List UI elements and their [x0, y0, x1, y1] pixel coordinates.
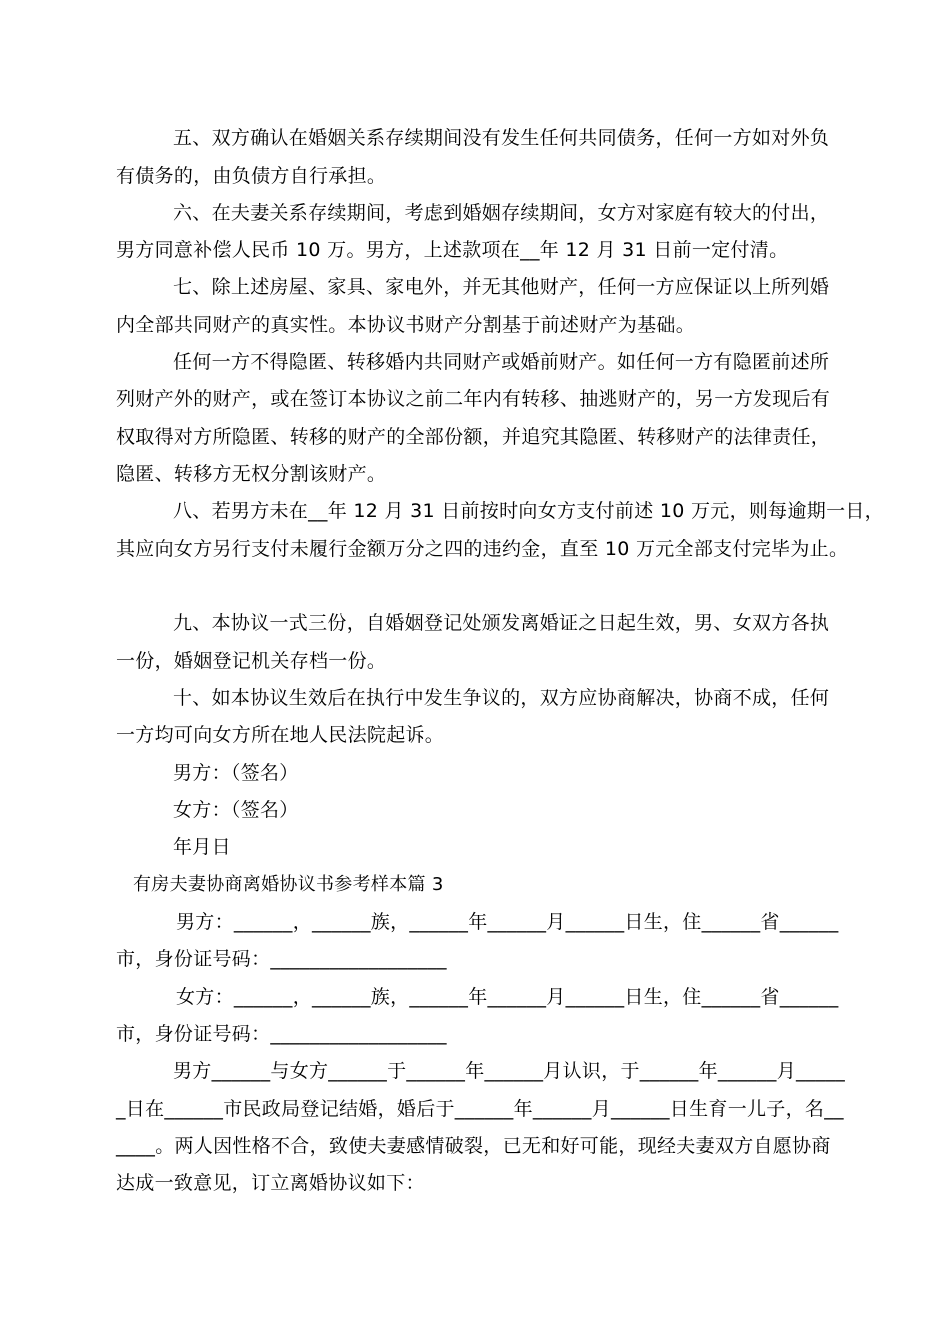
para-7b-line-1: 任何一方不得隐匿、转移婚内共同财产或婚前财产。如任何一方有隐匿前述所: [173, 351, 830, 373]
para-6-line-1: 六、在夫妻关系存续期间，考虑到婚姻存续期间，女方对家庭有较大的付出，: [173, 202, 830, 224]
para-7b-line-2: 列财产外的财产，或在签订本协议之前二年内有转移、抽逃财产的，另一方发现后有: [116, 388, 831, 410]
para-6-line-2: 男方同意补偿人民币 10 万。男方，上述款项在__年 12 月 31 日前一定付清。: [116, 239, 789, 261]
para-7b-line-3: 权取得对方所隐匿、转移的财产的全部份额，并追究其隐匿、转移财产的法律责任，: [116, 426, 831, 448]
signature-female: 女方：（签名）: [173, 799, 299, 821]
para-9-line-1: 九、本协议一式三份，自婚姻登记处颁发离婚证之日起生效，男、女双方各执: [173, 612, 830, 634]
signature-date: 年月日: [173, 836, 231, 858]
section-title: 有房夫妻协商离婚协议书参考样本篇 3: [133, 874, 444, 895]
para-10-line-1: 十、如本协议生效后在执行中发生争议的，双方应协商解决，协商不成，任何: [173, 687, 830, 709]
intro-line-2: _日在______市民政局登记结婚，婚后于______年______月______日生育一儿子，名__: [116, 1098, 844, 1120]
para-7-line-2: 内全部共同财产的真实性。本协议书财产分割基于前述财产为基础。: [116, 314, 696, 336]
male-info-line-2: 市，身份证号码：__________________: [116, 948, 447, 970]
para-8-line-2: 其应向女方另行支付未履行金额万分之四的违约金，直至 10 万元全部支付完毕为止。: [116, 538, 849, 560]
para-5-line-1: 五、双方确认在婚姻关系存续期间没有发生任何共同债务，任何一方如对外负: [173, 127, 830, 149]
signature-male: 男方：（签名）: [173, 762, 299, 784]
female-info-line-1: 女方：______，______族，______年______月______日生，住______省______: [176, 986, 839, 1008]
para-10-line-2: 一方均可向女方所在地人民法院起诉。: [116, 724, 445, 746]
para-7b-line-4: 隐匿、转移方无权分割该财产。: [116, 463, 387, 485]
intro-line-4: 达成一致意见，订立离婚协议如下：: [116, 1172, 425, 1194]
para-7-line-1: 七、除上述房屋、家具、家电外，并无其他财产，任何一方应保证以上所列婚: [173, 276, 830, 298]
para-9-line-2: 一份，婚姻登记机关存档一份。: [116, 650, 387, 672]
intro-line-1: 男方______与女方______于______年______月认识，于______年______月_____: [173, 1060, 846, 1082]
intro-line-3: ____。两人因性格不合，致使夫妻感情破裂，已无和好可能，现经夫妻双方自愿协商: [116, 1135, 831, 1157]
para-8-line-1: 八、若男方未在__年 12 月 31 日前按时向女方支付前述 10 万元，则每逾期一日，: [173, 500, 884, 522]
female-info-line-2: 市，身份证号码：__________________: [116, 1023, 447, 1045]
male-info-line-1: 男方：______，______族，______年______月______日生，住______省______: [176, 911, 839, 933]
para-5-line-2: 有债务的，由负债方自行承担。: [116, 165, 387, 187]
